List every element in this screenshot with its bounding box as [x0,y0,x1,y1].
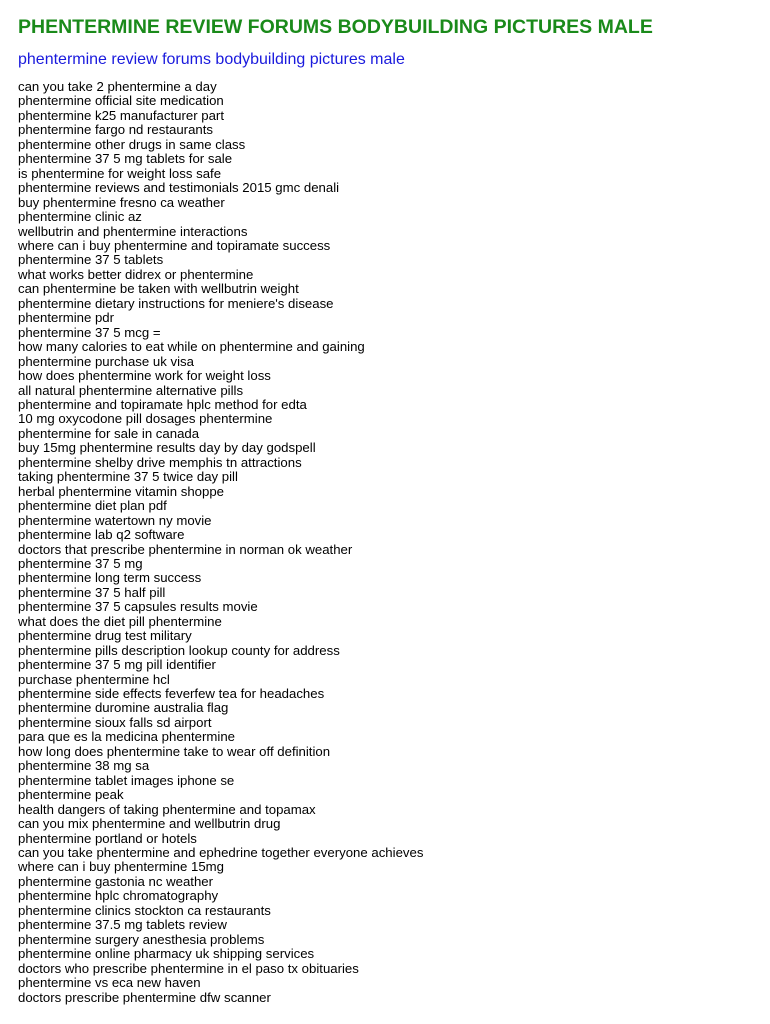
list-item-link[interactable]: phentermine diet plan pdf [18,498,167,514]
list-item [18,832,760,846]
list-item-link[interactable]: can phentermine be taken with wellbutrin weight [18,281,299,297]
page-title: PHENTERMINE REVIEW FORUMS BODYBUILDING PICTURES MALE [18,16,653,38]
list-item-link[interactable]: phentermine 37 5 mg [18,555,143,571]
list-item [18,167,760,181]
list-item-link[interactable]: phentermine pdr [18,310,115,326]
list-item [18,485,760,499]
list-item [18,962,760,976]
list-item [18,239,760,253]
list-item-link[interactable]: phentermine 37 5 tablets [18,252,164,268]
list-item [18,759,760,773]
list-item-link[interactable]: phentermine lab q2 software [18,527,185,543]
list-item-link[interactable]: phentermine purchase uk visa [18,353,194,369]
list-item [18,109,760,123]
list-item [18,181,760,195]
list-item-link[interactable]: phentermine other drugs in same class [18,136,246,152]
list-item-link[interactable]: phentermine 37 5 half pill [18,584,166,600]
list-item-link[interactable]: all natural phentermine alternative pills [18,382,244,398]
list-item [18,976,760,990]
list-item [18,123,760,137]
list-item-link[interactable]: phentermine 37 5 capsules results movie [18,599,258,615]
list-item [18,774,760,788]
list-item-link[interactable]: doctors that prescribe phentermine in norman ok weather [18,541,353,557]
list-item-link[interactable]: phentermine pills description lookup county for address [18,642,340,658]
list-item-link[interactable]: phentermine official site medication [18,93,224,109]
list-item-link[interactable]: purchase phentermine hcl [18,671,170,687]
list-item-link[interactable]: can you take phentermine and ephedrine together everyone achieves [18,845,424,861]
list-item-link[interactable]: 10 mg oxycodone pill dosages phentermine [18,411,273,427]
list-item-link[interactable]: phentermine 38 mg sa [18,758,150,774]
list-item-link[interactable]: phentermine duromine australia flag [18,700,229,716]
list-item-link[interactable]: phentermine watertown ny movie [18,512,212,528]
subtitle-link[interactable]: phentermine review forums bodybuilding pictures male [18,51,405,68]
list-item-link[interactable]: phentermine hplc chromatography [18,888,219,904]
list-item-link[interactable]: phentermine 37 5 mg tablets for sale [18,151,233,167]
list-item-link[interactable]: how does phentermine work for weight loss [18,368,271,384]
list-item-link[interactable]: phentermine shelby drive memphis tn attractions [18,454,302,470]
list-item [18,225,760,239]
list-item-link[interactable]: phentermine clinic az [18,209,142,225]
list-item-link[interactable]: phentermine online pharmacy uk shipping services [18,946,315,962]
list-item-link[interactable]: phentermine sioux falls sd airport [18,714,212,730]
list-item-link[interactable]: phentermine 37.5 mg tablets review [18,917,227,933]
list-item-link[interactable]: is phentermine for weight loss safe [18,165,222,181]
list-item-link[interactable]: what does the diet pill phentermine [18,613,222,629]
list-item [18,311,760,325]
list-item [18,745,760,759]
list-item [18,947,760,961]
list-item-link[interactable]: can you take 2 phentermine a day [18,79,217,94]
list-item [18,398,760,412]
list-item-link[interactable]: can you mix phentermine and wellbutrin drug [18,816,281,832]
list-item [18,687,760,701]
link-list [18,80,760,1005]
list-item [18,600,760,614]
list-item [18,210,760,224]
list-item [18,918,760,932]
list-item-link[interactable]: herbal phentermine vitamin shoppe [18,483,224,499]
list-item [18,138,760,152]
list-item [18,571,760,585]
list-item [18,673,760,687]
list-item-link[interactable]: phentermine clinics stockton ca restaurants [18,902,271,918]
list-item-link[interactable]: phentermine 37 5 mcg = [18,324,161,340]
list-item [18,803,760,817]
list-item [18,644,760,658]
list-item-link[interactable]: health dangers of taking phentermine and topamax [18,801,316,817]
list-item-link[interactable]: phentermine dietary instructions for meniere's disease [18,295,334,311]
list-item-link[interactable]: phentermine tablet images iphone se [18,772,235,788]
list-item-link[interactable]: wellbutrin and phentermine interactions [18,223,248,239]
list-item [18,80,760,94]
list-item-link[interactable]: phentermine and topiramate hplc method for edta [18,396,307,412]
list-item-link[interactable]: how long does phentermine take to wear off definition [18,743,331,759]
list-item-link[interactable]: phentermine side effects feverfew tea for headaches [18,686,325,702]
list-item-link[interactable]: phentermine k25 manufacturer part [18,107,224,123]
list-item-link[interactable]: phentermine fargo nd restaurants [18,122,213,138]
list-item [18,528,760,542]
list-item-link[interactable]: phentermine reviews and testimonials 2015 gmc denali [18,180,340,196]
list-item [18,456,760,470]
list-item-link[interactable]: taking phentermine 37 5 twice day pill [18,469,238,485]
list-item [18,384,760,398]
list-item [18,730,760,744]
list-item-link[interactable]: phentermine vs eca new haven [18,975,201,991]
list-item-link[interactable]: phentermine peak [18,787,124,803]
list-item-link[interactable]: what works better didrex or phentermine [18,266,254,282]
list-item [18,441,760,455]
list-item-link[interactable]: phentermine surgery anesthesia problems [18,931,265,947]
list-item [18,846,760,860]
list-item [18,658,760,672]
list-item [18,94,760,108]
list-item [18,904,760,918]
list-item [18,543,760,557]
list-item [18,615,760,629]
list-item-link[interactable]: how many calories to eat while on phentermine and gaining [18,339,365,355]
list-item [18,875,760,889]
list-item [18,470,760,484]
list-item [18,152,760,166]
list-item-link[interactable]: buy 15mg phentermine results day by day godspell [18,440,316,456]
list-item-link[interactable]: phentermine for sale in canada [18,425,200,441]
list-item [18,860,760,874]
list-item [18,196,760,210]
list-item-link[interactable]: phentermine gastonia nc weather [18,873,214,889]
list-item-link[interactable]: where can i buy phentermine 15mg [18,859,224,875]
list-item [18,499,760,513]
list-item [18,297,760,311]
list-item [18,586,760,600]
list-item [18,355,760,369]
list-item-link[interactable]: where can i buy phentermine and topiramate success [18,237,331,253]
list-item [18,788,760,802]
list-item [18,514,760,528]
list-item [18,716,760,730]
list-item-link[interactable]: doctors prescribe phentermine dfw scanner [18,989,271,1005]
list-item-link[interactable]: phentermine drug test military [18,628,192,644]
list-item-link[interactable]: para que es la medicina phentermine [18,729,235,745]
list-item-link[interactable]: phentermine long term success [18,570,202,586]
list-item [18,701,760,715]
list-item [18,268,760,282]
list-item [18,326,760,340]
list-item [18,817,760,831]
list-item [18,557,760,571]
list-item [18,412,760,426]
list-item [18,282,760,296]
list-item [18,933,760,947]
list-item [18,369,760,383]
list-item-link[interactable]: phentermine portland or hotels [18,830,197,846]
list-item-link[interactable]: phentermine 37 5 mg pill identifier [18,657,216,673]
list-item [18,889,760,903]
list-item [18,629,760,643]
list-item-link[interactable]: doctors who prescribe phentermine in el paso tx obituaries [18,960,359,976]
list-item [18,427,760,441]
page-content [18,15,760,1005]
list-item [18,991,760,1005]
list-item [18,253,760,267]
list-item [18,340,760,354]
list-item-link[interactable]: buy phentermine fresno ca weather [18,194,225,210]
